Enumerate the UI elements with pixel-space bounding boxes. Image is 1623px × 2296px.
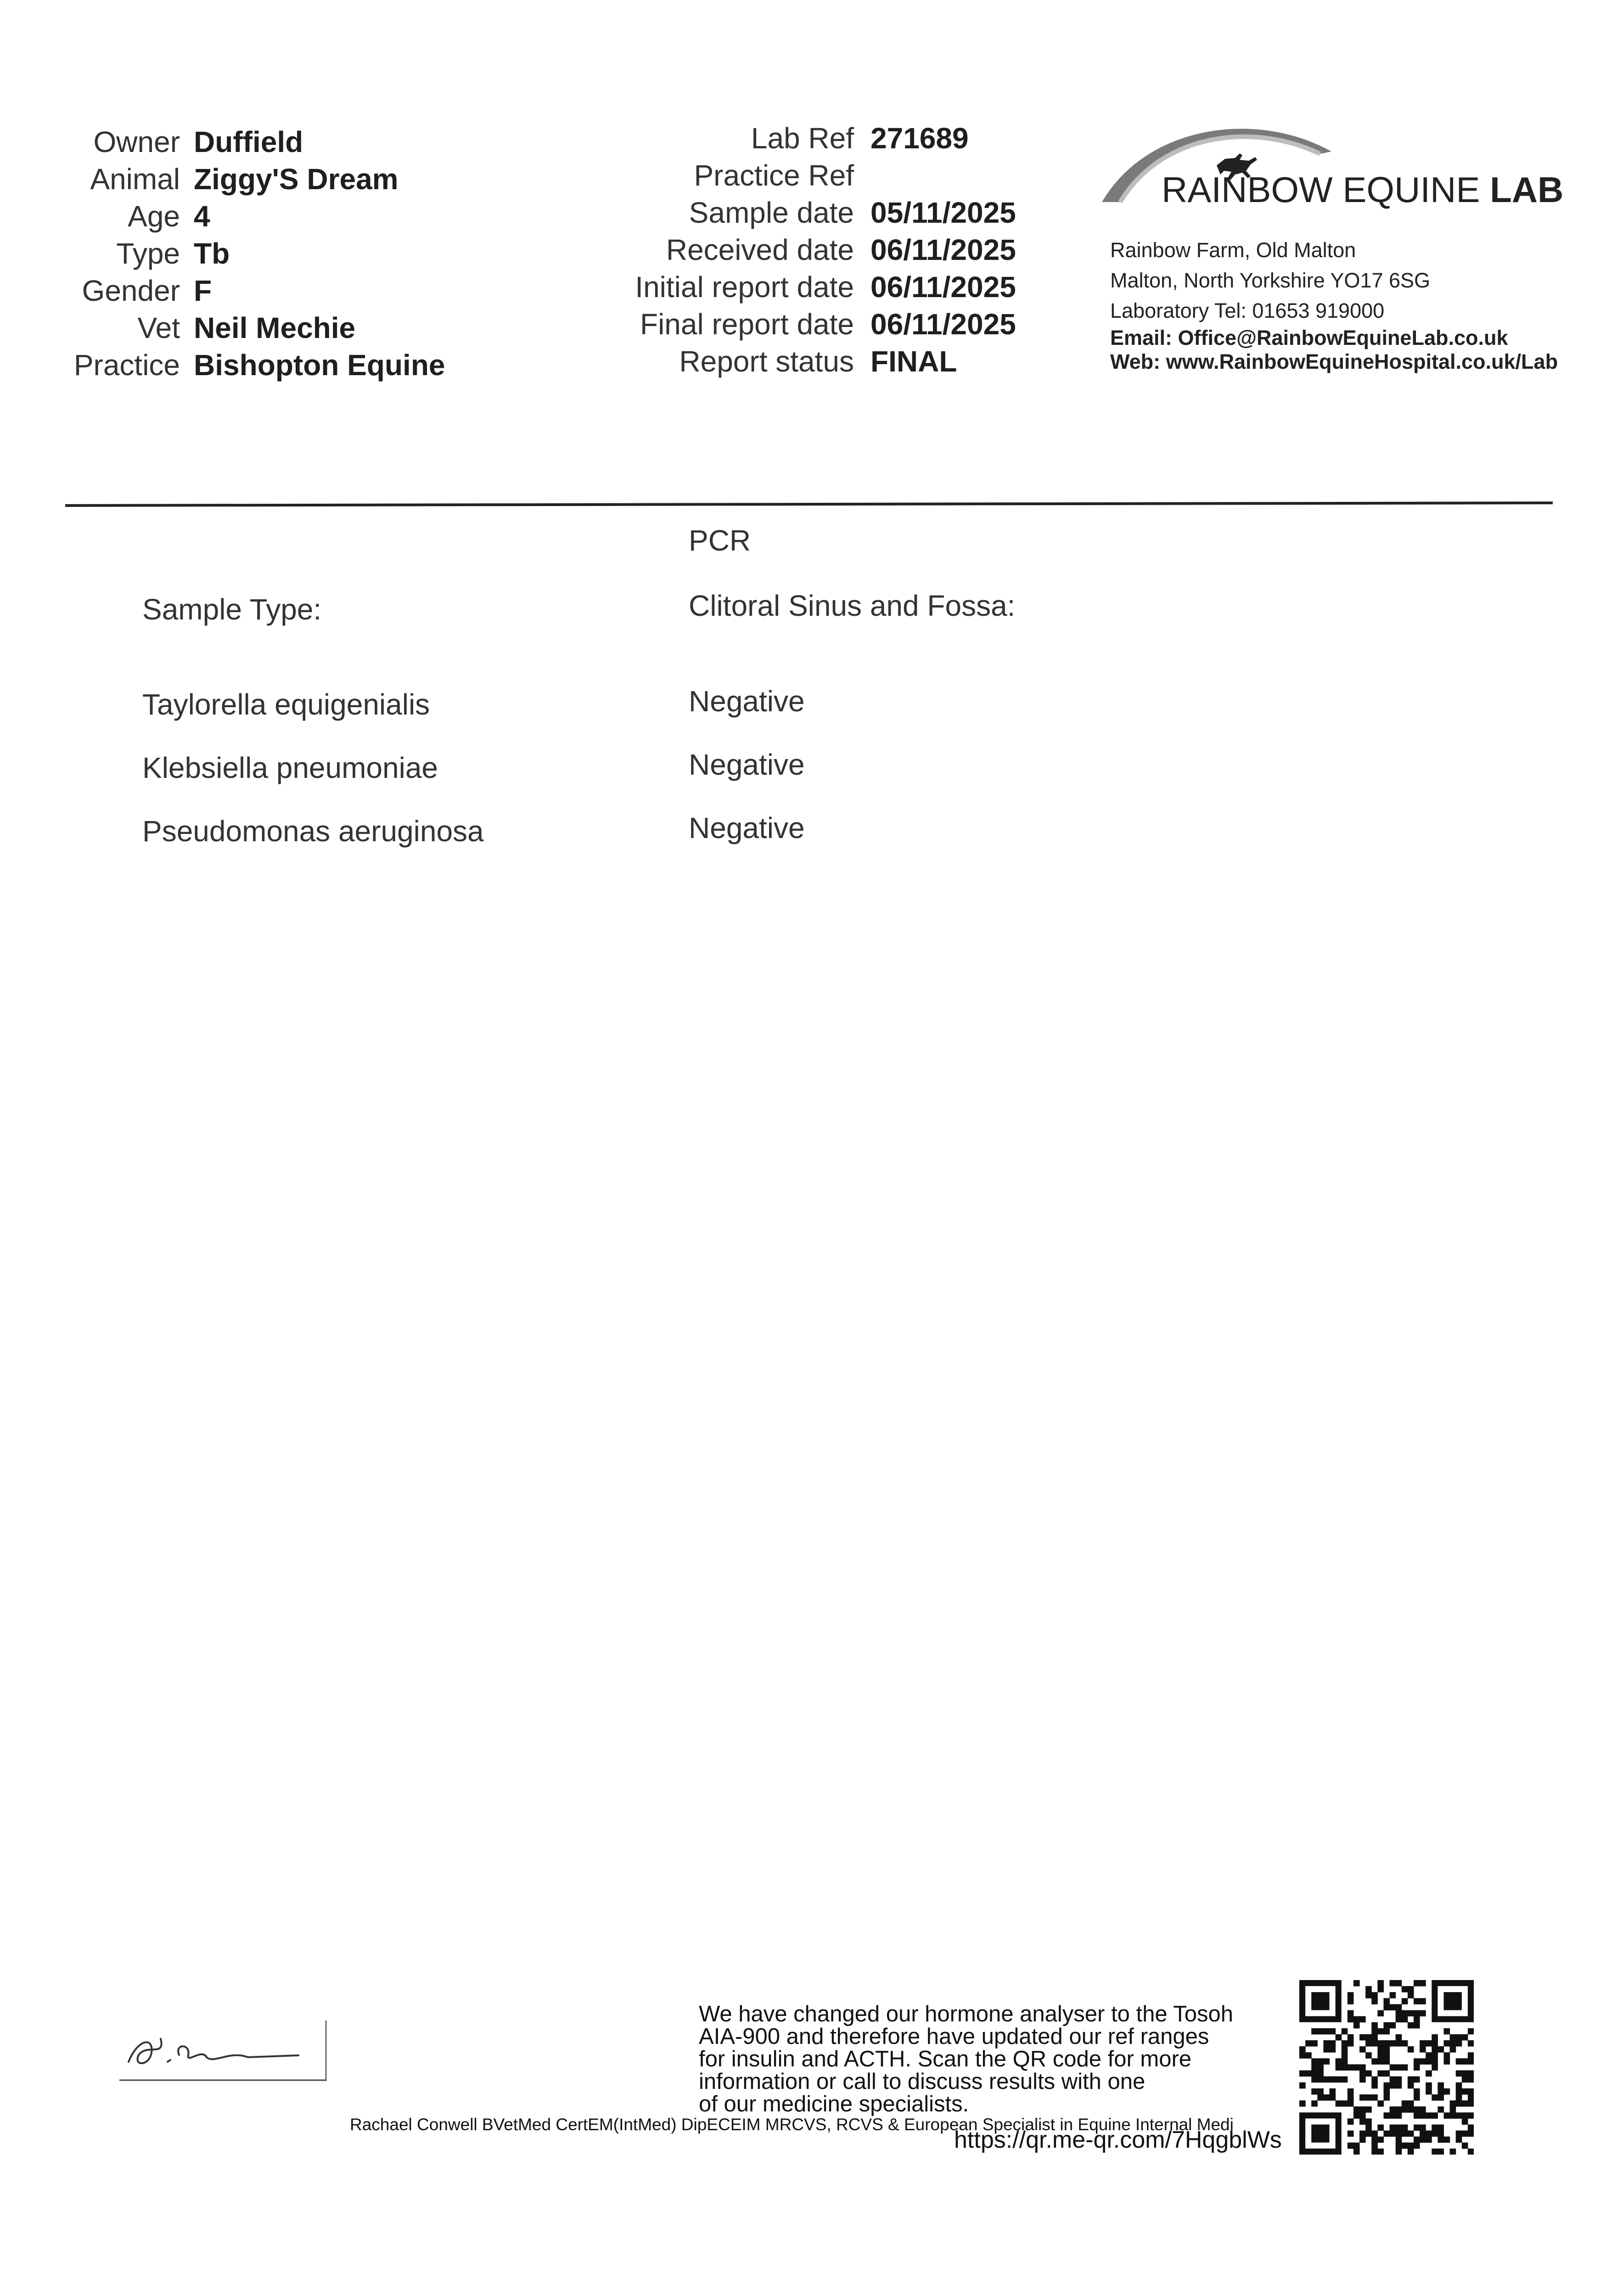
initial-report-date-label: Initial report date <box>635 270 854 304</box>
age-value: 4 <box>194 199 210 233</box>
notice-line: information or call to discuss results with one <box>699 2069 1146 2094</box>
practice-row <box>46 346 445 383</box>
vet-label: Vet <box>137 311 180 344</box>
address-line-2: Malton, North Yorkshire YO17 6SG <box>1110 269 1431 292</box>
lab-address <box>1110 235 1558 374</box>
received-date-label: Received date <box>666 233 854 266</box>
final-report-date-label: Final report date <box>640 307 854 341</box>
test-name-klebsiella: Klebsiella pneumoniae <box>142 751 438 784</box>
report-status-value: FINAL <box>870 344 957 378</box>
received-date-row <box>597 231 1016 268</box>
vet-row <box>46 309 445 346</box>
test-result-klebsiella: Negative <box>689 748 805 781</box>
patient-details <box>46 123 445 383</box>
analyser-notice <box>699 2003 1305 2116</box>
qr-url-link[interactable]: https://qr.me-qr.com/7HqgblWs <box>954 2127 1282 2153</box>
logo-text-regular: RAINBOW EQUINE <box>1162 169 1490 210</box>
notice-line: of our medicine specialists. <box>699 2092 969 2116</box>
sample-date-value: 05/11/2025 <box>870 196 1016 229</box>
handwritten-signature-icon <box>110 2011 335 2089</box>
test-name-taylorella: Taylorella equigenialis <box>142 688 430 721</box>
type-value: Tb <box>194 236 230 270</box>
initial-report-date-value: 06/11/2025 <box>870 270 1016 304</box>
logo-text <box>1162 169 1563 211</box>
qr-code[interactable] <box>1299 1980 1474 2155</box>
owner-label: Owner <box>93 125 180 158</box>
notice-line: AIA-900 and therefore have updated our ref ranges <box>699 2024 1209 2049</box>
lab-ref-label: Lab Ref <box>751 121 854 155</box>
test-name-pseudomonas: Pseudomonas aeruginosa <box>142 815 484 848</box>
received-date-value: 06/11/2025 <box>870 233 1016 266</box>
sample-date-label: Sample date <box>689 196 854 229</box>
lab-telephone: Laboratory Tel: 01653 919000 <box>1110 299 1385 322</box>
notice-line: for insulin and ACTH. Scan the QR code for more <box>699 2047 1192 2071</box>
practice-label: Practice <box>73 348 180 382</box>
sample-date-row <box>597 194 1016 231</box>
qr-code-icon <box>1299 1980 1474 2155</box>
practice-ref-row <box>597 157 1016 194</box>
sample-type-label: Sample Type: <box>142 593 322 626</box>
gender-row <box>46 272 445 309</box>
lab-ref-row <box>597 119 1016 157</box>
lab-ref-value: 271689 <box>870 121 969 155</box>
test-result-taylorella: Negative <box>689 685 805 718</box>
animal-value: Ziggy'S Dream <box>194 162 399 196</box>
header-divider <box>65 501 1553 507</box>
rainbow-equine-lab-logo <box>1093 115 1564 220</box>
report-details <box>597 119 1016 380</box>
animal-row <box>46 160 445 197</box>
practice-value: Bishopton Equine <box>194 348 445 382</box>
report-status-row <box>597 343 1016 380</box>
owner-row <box>46 123 445 160</box>
type-row <box>46 235 445 272</box>
final-report-date-row <box>597 305 1016 343</box>
practice-ref-label: Practice Ref <box>694 158 854 192</box>
specialist-credit: Rachael Conwell BVetMed CertEM(IntMed) DipECEIM MRCVS, RCVS & European Specialist in Equine Internal Medi <box>350 2115 1234 2134</box>
test-result-pseudomonas: Negative <box>689 811 805 844</box>
address-line-1: Rainbow Farm, Old Malton <box>1110 238 1356 262</box>
final-report-date-value: 06/11/2025 <box>870 307 1016 341</box>
owner-value: Duffield <box>194 125 303 158</box>
gender-value: F <box>194 274 212 307</box>
vet-value: Neil Mechie <box>194 311 356 344</box>
initial-report-date-row <box>597 268 1016 305</box>
animal-label: Animal <box>90 162 180 196</box>
lab-website: Web: www.RainbowEquineHospital.co.uk/Lab <box>1110 350 1558 373</box>
type-label: Type <box>116 236 180 270</box>
age-row <box>46 197 445 235</box>
notice-line: We have changed our hormone analyser to the Tosoh <box>699 2002 1234 2026</box>
section-title: PCR <box>689 524 751 557</box>
sample-type-value: Clitoral Sinus and Fossa: <box>689 589 1016 622</box>
age-label: Age <box>128 199 180 233</box>
signature <box>110 2011 335 2089</box>
logo-text-bold: LAB <box>1490 169 1564 210</box>
report-status-label: Report status <box>679 344 854 378</box>
gender-label: Gender <box>82 274 180 307</box>
lab-email: Email: Office@RainbowEquineLab.co.uk <box>1110 326 1508 349</box>
